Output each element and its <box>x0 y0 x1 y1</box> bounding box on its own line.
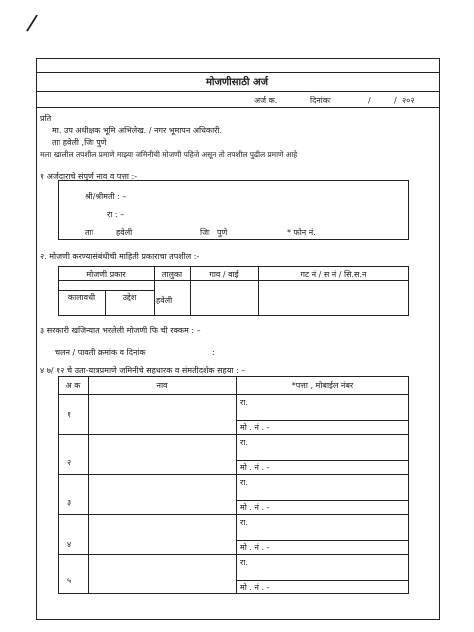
table-rule <box>236 540 409 541</box>
row-number: ५ <box>67 576 72 585</box>
row-mobile-label: मो . नं . - <box>240 503 270 512</box>
table-rule <box>58 434 409 435</box>
table-rule <box>58 394 409 395</box>
header-taluka: तालुका <box>161 270 183 279</box>
date-label: दिनांकः <box>310 96 331 105</box>
addressee-line-2: ताः हवेली ,जिः पुणे <box>52 138 107 147</box>
prati-label: प्रति <box>40 114 52 123</box>
row-number: १ <box>67 410 72 419</box>
row-ra-label: रा. <box>240 478 248 487</box>
subheader-purpose: उद्देश <box>122 293 137 302</box>
header-survey-type: मोजणी प्रकार <box>86 270 126 279</box>
table-rule <box>236 500 409 501</box>
table-rule <box>236 580 409 581</box>
challan-label: चलन / पावती क्रमांक व दिनांक <box>55 348 146 357</box>
table-rule <box>58 290 154 291</box>
date-slash-2: / <box>394 96 397 105</box>
date-year: २०२ <box>402 96 415 105</box>
row-number: ४ <box>67 540 72 549</box>
request-line: मला खालील तपशील प्रमाणे माझ्या जमिनीची मोजणी पहिजे असून तो तपशील पुढील प्रमाणे आहे <box>40 150 298 159</box>
table-rule <box>236 420 409 421</box>
header-survey-number: गट नं / स नं / सि.स.न <box>300 270 367 279</box>
section-2-heading: २. मोजणी करण्यासंबंधीची माहिती प्रकाराचा तपशील :- <box>40 252 200 261</box>
co-owner-table <box>58 376 409 594</box>
row-ra-label: रा. <box>240 398 248 407</box>
table-rule <box>58 554 409 555</box>
row-mobile-label: मो . नं . - <box>240 543 270 552</box>
header-village: गाव / वाई <box>209 270 239 279</box>
row-ra-label: रा. <box>240 438 248 447</box>
header-name: नाव <box>156 381 168 390</box>
addressee-line-1: मा. उप अधीक्षक भूमि अभिलेख. / नगर भूमापन अधिकारी. <box>52 126 223 135</box>
application-no-label: अर्ज क. <box>254 96 278 105</box>
section-3-heading: ३ सरकारी खजिन्यात भरलेली मोजणी फि ची रक्कम : – <box>40 326 201 335</box>
taluka-value: हवेली <box>156 296 173 305</box>
table-rule <box>88 376 89 594</box>
applicant-name-label: श्री/श्रीमती : – <box>85 192 127 201</box>
table-rule <box>58 280 409 281</box>
section-4-heading: ४ ७/ १२ चे उता-यात्रप्रमाणे जमिनीचे सहधारक व संमतीदर्शक सहया : – <box>40 366 246 375</box>
header-serial-no: अ क <box>65 381 81 390</box>
row-mobile-label: मो . नं . - <box>240 583 270 592</box>
table-rule <box>236 460 409 461</box>
subheader-duration: कालावधी <box>67 293 96 302</box>
applicant-district-label: जिः <box>200 228 210 237</box>
row-number: ३ <box>67 498 72 507</box>
applicant-phone-label: * फोन नं. <box>287 228 316 237</box>
applicant-taluka-label: ताः <box>85 228 94 237</box>
row-number: २ <box>67 458 72 467</box>
row-ra-label: रा. <box>240 558 248 567</box>
header-address-mobile: *पत्ता , मोबाईल नंबर <box>291 381 354 390</box>
table-rule <box>236 376 237 594</box>
applicant-taluka-value: हवेली <box>116 228 133 237</box>
row-ra-label: रा. <box>240 518 248 527</box>
date-slash-1: / <box>368 96 371 105</box>
applicant-district-value: पुणे <box>217 228 228 237</box>
table-rule <box>58 514 409 515</box>
page-mark: / <box>25 10 39 37</box>
table-rule <box>58 474 409 475</box>
form-title: मोजणीसाठी अर्ज <box>205 77 269 88</box>
section-1-heading: १ अर्जदाराचे संपुर्ण नाव व पत्ता :- <box>40 172 138 181</box>
applicant-ra-label: रा : – <box>107 210 125 219</box>
challan-colon: : <box>212 348 215 357</box>
row-mobile-label: मो . नं . - <box>240 463 270 472</box>
header-rule <box>36 107 440 108</box>
row-mobile-label: मो . नं . - <box>240 423 270 432</box>
